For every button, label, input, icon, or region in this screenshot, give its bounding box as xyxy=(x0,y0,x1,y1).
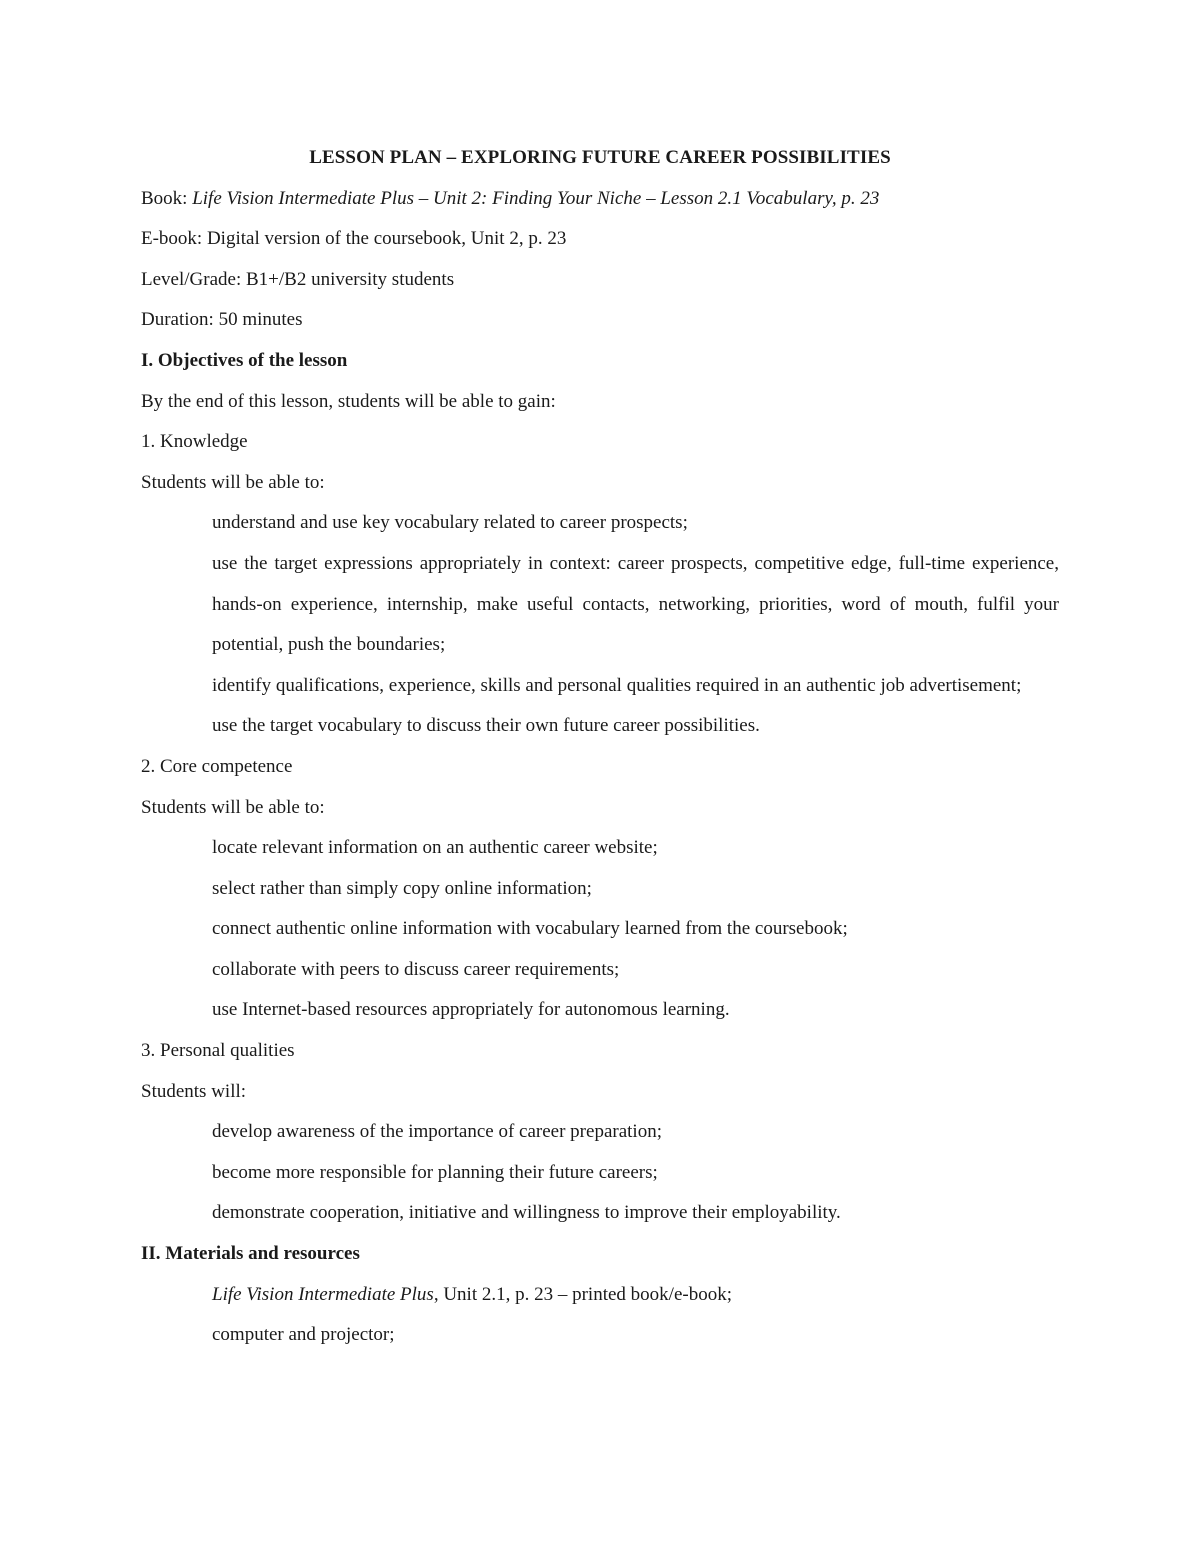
section-objectives-heading: I. Objectives of the lesson xyxy=(141,349,348,371)
materials-item xyxy=(141,1315,1059,1356)
personal-qualities-lead: Students will: xyxy=(141,1080,247,1102)
materials-item-text: , Unit 2.1, p. 23 – printed book/e-book; xyxy=(433,1283,732,1305)
materials-item-text: computer and projector; xyxy=(212,1324,395,1346)
objectives-intro: By the end of this lesson, students will be able to gain: xyxy=(141,390,556,412)
materials-item-title: Life Vision Intermediate Plus xyxy=(212,1283,434,1305)
document-page xyxy=(141,138,1059,1356)
knowledge-item: use the target vocabulary to discuss their own future career possibilities. xyxy=(212,715,760,737)
knowledge-item: understand and use key vocabulary related to career prospects; xyxy=(212,512,688,534)
personal-qualities-item: become more responsible for planning their future careers; xyxy=(212,1161,658,1183)
core-competence-item: locate relevant information on an authentic career website; xyxy=(212,837,658,859)
core-competence-item: use Internet-based resources appropriately for autonomous learning. xyxy=(212,999,730,1021)
personal-qualities-heading: 3. Personal qualities xyxy=(141,1040,295,1062)
core-competence-item: select rather than simply copy online information; xyxy=(212,877,592,899)
book-label: Book: xyxy=(141,187,193,209)
knowledge-heading: 1. Knowledge xyxy=(141,431,248,453)
book-title: Life Vision Intermediate Plus – Unit 2: Finding Your Niche – Lesson 2.1 Vocabulary, p. 23 xyxy=(192,187,880,209)
materials-item xyxy=(141,1275,1059,1316)
section-materials-heading: II. Materials and resources xyxy=(141,1243,360,1265)
core-competence-heading: 2. Core competence xyxy=(141,755,293,777)
book-line xyxy=(141,179,1059,220)
knowledge-item: use the target expressions appropriately in context: career prospects, competitive edge, full-time experience, hands-on experience, internship, make useful contacts, networking, priorities, word of mouth, fulfil your potential, push the boundaries; xyxy=(212,552,1059,656)
level-line: Level/Grade: B1+/B2 university students xyxy=(141,268,455,290)
ebook-line: E-book: Digital version of the coursebook, Unit 2, p. 23 xyxy=(141,228,567,250)
core-competence-item: connect authentic online information with vocabulary learned from the coursebook; xyxy=(212,918,848,940)
document-title: LESSON PLAN – EXPLORING FUTURE CAREER POSSIBILITIES xyxy=(309,147,891,168)
core-competence-lead: Students will be able to: xyxy=(141,796,325,818)
personal-qualities-item: develop awareness of the importance of career preparation; xyxy=(212,1121,662,1143)
knowledge-item: identify qualifications, experience, skills and personal qualities required in an authentic job advertisement; xyxy=(212,674,1022,696)
knowledge-lead: Students will be able to: xyxy=(141,471,325,493)
core-competence-item: collaborate with peers to discuss career requirements; xyxy=(212,958,620,980)
duration-line: Duration: 50 minutes xyxy=(141,309,303,331)
personal-qualities-item: demonstrate cooperation, initiative and willingness to improve their employability. xyxy=(212,1202,841,1224)
